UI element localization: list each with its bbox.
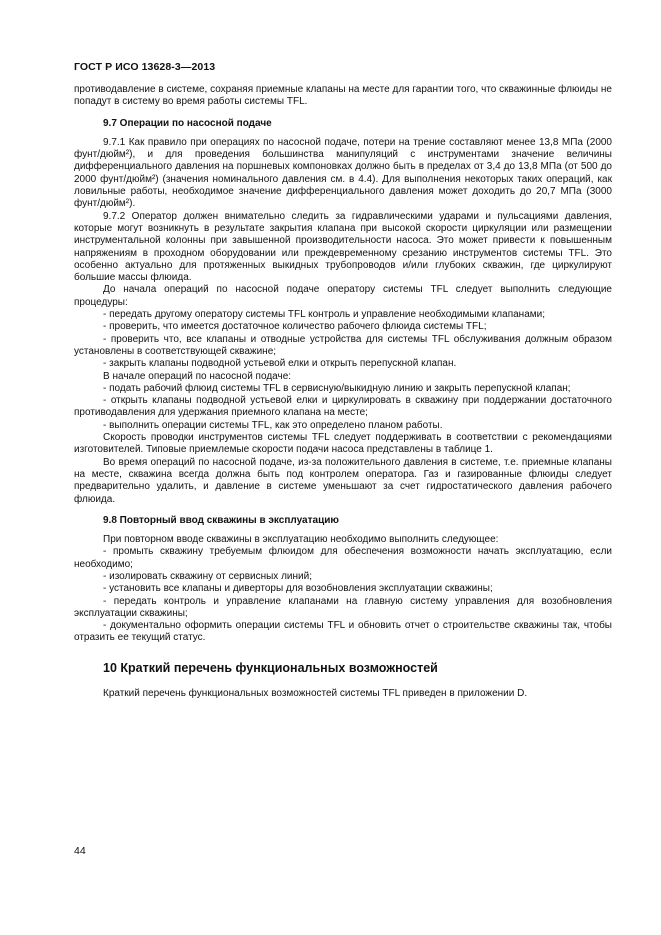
list-item: - документально оформить операции системы TFL и обновить отчет о строительстве скважины так, чтобы отразить ее текущий статус.: [74, 620, 612, 644]
page-number: 44: [74, 845, 86, 857]
list-item: - проверить что, все клапаны и отводные устройства для системы TFL обслуживания должным образом установлены в соответствующей скважине;: [74, 333, 612, 357]
list-item: - передать другому оператору системы TFL контроль и управление необходимыми клапанами;: [103, 309, 545, 321]
list-item: - промыть скважину требуемым флюидом для обеспечения возможности начать эксплуатацию, если необходимо;: [74, 546, 612, 570]
list-item: - изолировать скважину от сервисных линий;: [103, 570, 312, 582]
paragraph: противодавление в системе, сохраняя приемные клапаны на месте для гарантии того, что скважинные флюиды не попадут в систему во время работы системы TFL.: [74, 84, 612, 108]
list-item: - подать рабочий флюид системы TFL в сервисную/выкидную линию и закрыть перепускной клапан;: [103, 382, 571, 394]
section-heading: 9.7 Операции по насосной подаче: [103, 117, 272, 129]
paragraph: 9.7.2 Оператор должен внимательно следить за гидравлическими ударами и пульсациями давления, которые могут возникнуть в результате закрытия клапана при высокой скорости циркуляции или размещении инструментальной колонны при завышенной производительности насоса. Это может привести к повышенным напряжениям в проходном оборудовании или преждевременному срезанию инструментов системы TFL. Это особенно актуально для протяженных выкидных трубопроводов и/или глубоких скважин, где циркулируют большие массы флюида.: [74, 210, 612, 284]
list-item: - выполнить операции системы TFL, как это определено планом работы.: [103, 419, 443, 431]
paragraph: При повторном вводе скважины в эксплуатацию необходимо выполнить следующее:: [103, 534, 499, 546]
chapter-heading: 10 Краткий перечень функциональных возможностей: [103, 660, 438, 675]
list-item: - открыть клапаны подводной устьевой елки и циркулировать в скважину при поддержании достаточного противодавления для удержания приемного клапана на месте;: [74, 395, 612, 419]
paragraph: До начала операций по насосной подаче оператору системы TFL следует выполнить следующие процедуры:: [74, 284, 612, 308]
paragraph: 9.7.1 Как правило при операциях по насосной подаче, потери на трение составляют менее 13,8 МПа (2000 фунт/дюйм²), и для проведения большинства манипуляций с инструментами значение величины дифференциального давления на поршневых компоновках должно быть в пределах от 3,4 до 13,8 МПа (от 500 до 2000 фунт/дюйм²) (значения номинального давления см. в 4.4). Для выполнения некоторых таких операций, как ловильные работы, необходимое значение дифференциального давления может доходить до 20,7 МПа (3000 фунт/дюйм²).: [74, 136, 612, 210]
paragraph: Во время операций по насосной подаче, из-за положительного давления в системе, т.е. приемные клапаны на месте, скважина всегда должна быть под контролем оператора. Газ и газированные флюиды следует предварительно удалить, и давление в системе уменьшают за счет гидростатического давления рабочего флюида.: [74, 456, 612, 505]
paragraph: Краткий перечень функциональных возможностей системы TFL приведен в приложении D.: [103, 688, 528, 700]
list-item: - передать контроль и управление клапанами на главную систему управления для возобновления эксплуатации скважины;: [74, 595, 612, 619]
paragraph: В начале операций по насосной подаче:: [103, 370, 292, 382]
page-header: ГОСТ Р ИСО 13628-3—2013: [74, 61, 216, 73]
list-item: - проверить, что имеется достаточное количество рабочего флюида системы TFL;: [103, 321, 487, 333]
paragraph: Скорость проводки инструментов системы TFL следует поддерживать в соответствии с рекомендациями изготовителей. Типовые приемлемые скорости подачи насоса представлены в таблице 1.: [74, 432, 612, 456]
list-item: - установить все клапаны и диверторы для возобновления эксплуатации скважины;: [103, 583, 493, 595]
document-body: [74, 84, 612, 700]
list-item: - закрыть клапаны подводной устьевой елки и открыть перепускной клапан.: [103, 358, 457, 370]
section-heading: 9.8 Повторный ввод скважины в эксплуатацию: [103, 514, 339, 526]
